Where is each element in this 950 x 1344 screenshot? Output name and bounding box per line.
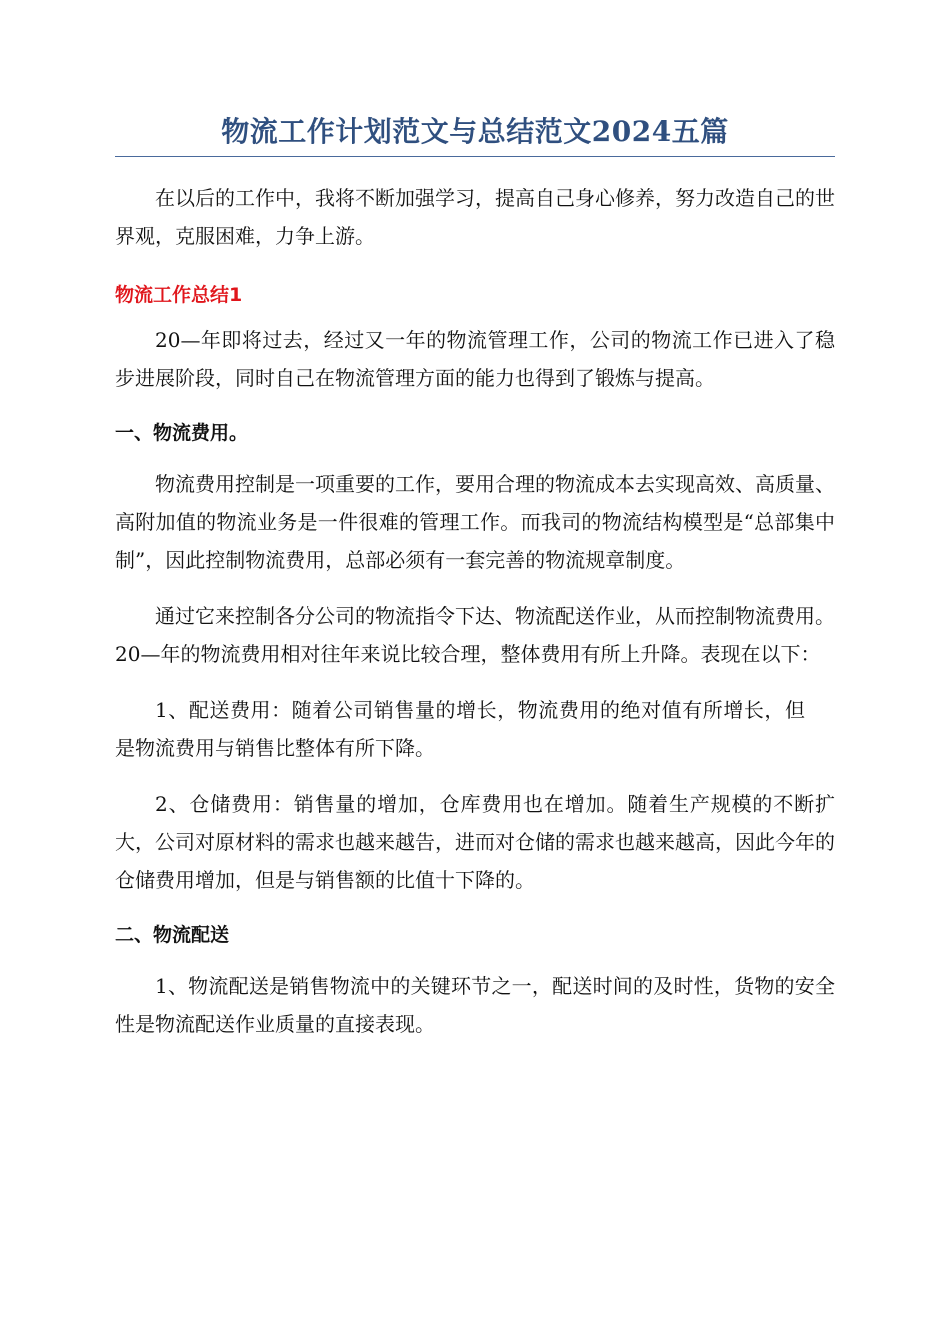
section-intro-paragraph: 20—年即将过去，经过又一年的物流管理工作，公司的物流工作已进入了稳步进展阶段，同时自己在物流管理方面的能力也得到了锻炼与提高。 (115, 328, 835, 390)
document-page (115, 112, 835, 1043)
intro-paragraph: 在以后的工作中，我将不断加强学习，提高自己身心修养，努力改造自己的世界观，克服困难，力争上游。 (115, 186, 835, 248)
title-underline (115, 156, 835, 157)
paragraph-delivery-cost: 1、配送费用：随着公司销售量的增长，物流费用的绝对值有所增长，但是物流费用与销售比整体有所下降。 (115, 698, 805, 760)
heading-logistics-delivery: 二、物流配送 (115, 924, 230, 946)
paragraph-cost-control: 物流费用控制是一项重要的工作，要用合理的物流成本去实现高效、高质量、高附加值的物流业务是一件很难的管理工作。而我司的物流结构模型是“总部集中制”，因此控制物流费用，总部必须有一套完善的物流规章制度。 (115, 472, 835, 572)
section-heading: 物流工作总结1 (115, 284, 243, 306)
paragraph-storage-cost: 2、仓储费用：销售量的增加，仓库费用也在增加。随着生产规模的不断扩大，公司对原材料的需求也越来越告，进而对仓储的需求也越来越高，因此今年的仓储费用增加，但是与销售额的比值十下降的。 (115, 792, 835, 892)
paragraph-cost-overview: 通过它来控制各分公司的物流指令下达、物流配送作业，从而控制物流费用。20—年的物流费用相对往年来说比较合理，整体费用有所上升降。表现在以下： (115, 604, 835, 666)
document-title: 物流工作计划范文与总结范文2024五篇 (221, 115, 729, 148)
heading-logistics-cost: 一、物流费用。 (115, 422, 249, 444)
paragraph-delivery: 1、物流配送是销售物流中的关键环节之一，配送时间的及时性，货物的安全性是物流配送作业质量的直接表现。 (115, 974, 835, 1036)
